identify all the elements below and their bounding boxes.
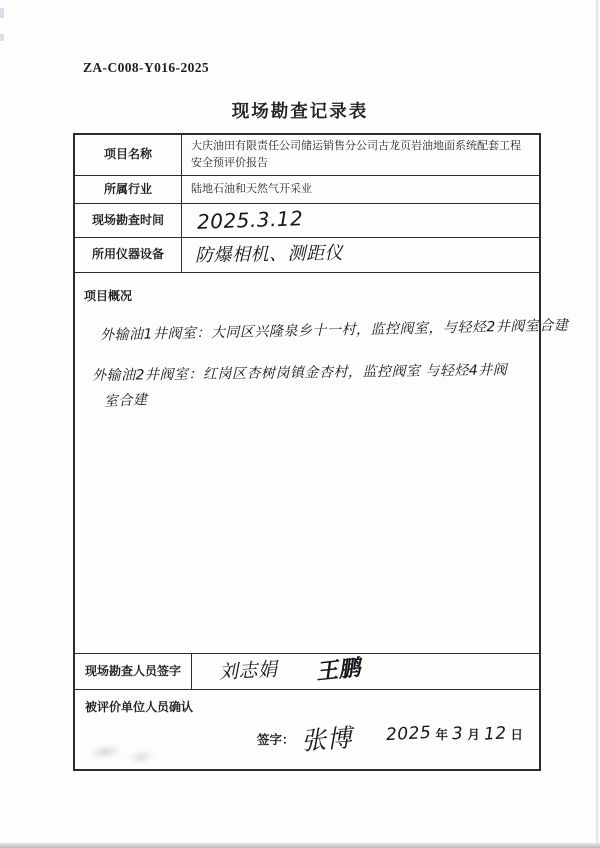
date-month-handwritten: 3	[451, 723, 464, 745]
label-instruments: 所用仪器设备	[75, 238, 182, 272]
label-surveyor-signatures: 现场勘查人员签字	[75, 654, 192, 689]
handwritten-survey-date: 2025.3.12	[196, 206, 304, 234]
document-number: ZA-C008-Y016-2025	[83, 60, 210, 75]
value-instruments	[182, 238, 539, 272]
row-survey-date	[75, 203, 539, 237]
confirmation-date	[386, 724, 527, 744]
date-day-handwritten: 12	[483, 723, 507, 745]
label-project-overview: 项目概况	[84, 289, 133, 303]
sign-label: 签字：	[257, 733, 295, 747]
row-instruments	[75, 237, 539, 272]
row-industry	[75, 175, 539, 203]
date-month-unit: 月	[467, 728, 480, 742]
form-title: 现场勘查记录表	[231, 101, 369, 121]
confirmation-signature: 张博	[299, 723, 353, 756]
value-surveyor-signatures	[192, 654, 539, 689]
survey-record-table	[73, 133, 569, 771]
confirmation-sign-line	[257, 720, 352, 756]
handwritten-overview-line-1: 外输油1井阀室：大同区兴隆泉乡十一村，监控阀室，与轻烃2井阀室合建	[99, 317, 569, 344]
label-unit-confirmation: 被评价单位人员确认	[85, 700, 194, 714]
overview-cell	[75, 273, 569, 653]
surveyor-signature-1: 刘志娟	[218, 658, 279, 684]
date-day-unit: 日	[510, 728, 523, 742]
surveyor-signature-2: 王鹏	[314, 656, 362, 686]
row-project-overview	[75, 272, 569, 653]
scan-edge-bottom	[0, 843, 600, 848]
scan-edge-mark-1	[0, 8, 4, 18]
handwritten-instruments: 防爆相机、测距仪	[194, 242, 344, 267]
row-project-name	[75, 135, 539, 175]
date-year-unit: 年	[435, 728, 448, 742]
label-project-name: 项目名称	[75, 135, 182, 175]
row-surveyor-signatures	[75, 653, 539, 689]
value-project-name: 大庆油田有限责任公司储运销售分公司古龙页岩油地面系统配套工程安全预评价报告	[191, 139, 521, 169]
value-survey-date	[182, 204, 539, 237]
handwritten-overview-line-3: 室合建	[103, 391, 148, 410]
handwritten-overview-line-2: 外输油2井阀室：红岗区杏树岗镇金杏村，监控阀室 与轻烃4井阀	[91, 362, 508, 384]
scan-edge-right	[595, 0, 598, 848]
label-industry: 所属行业	[75, 176, 182, 203]
date-year-handwritten: 2025	[385, 722, 432, 746]
value-industry: 陆地石油和天然气开采业	[191, 182, 312, 195]
scan-edge-mark-2	[0, 34, 4, 41]
label-survey-date: 现场勘查时间	[75, 204, 182, 237]
